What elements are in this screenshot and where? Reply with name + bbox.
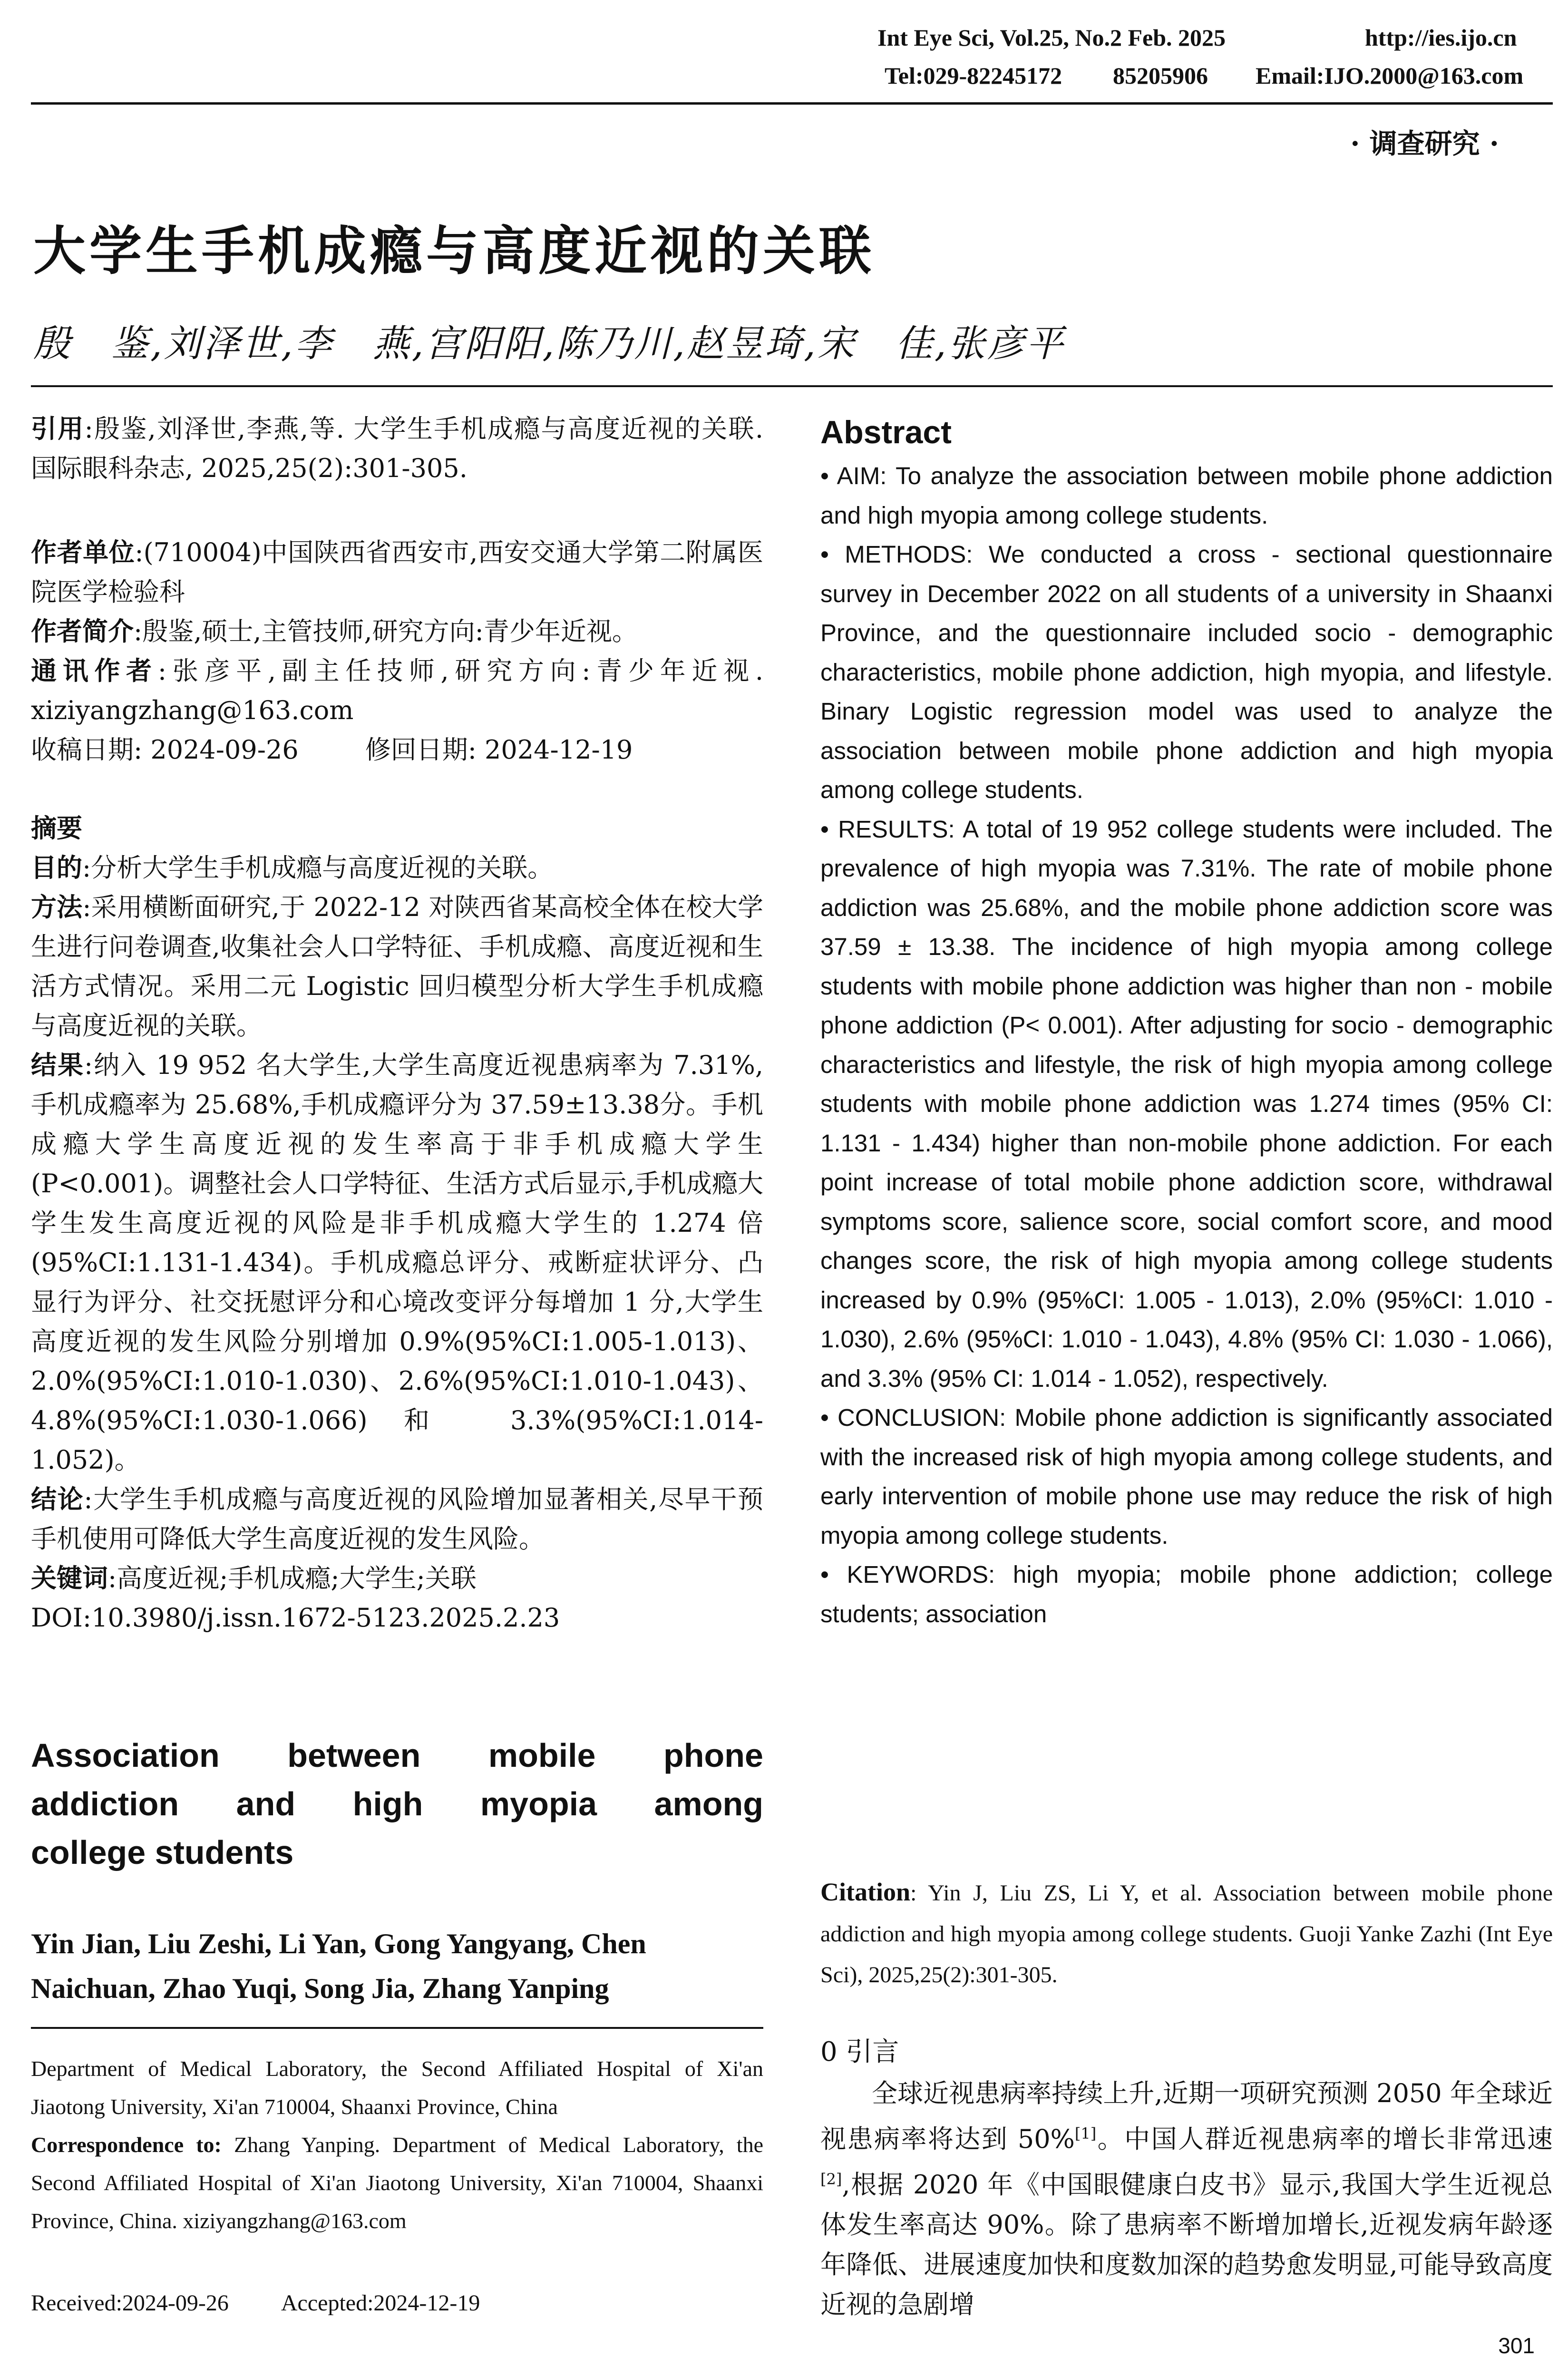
aim-text: :分析大学生手机成瘾与高度近视的关联。 <box>82 853 554 883</box>
section-tag: · 调查研究 · <box>1350 127 1499 160</box>
citation-label: Citation <box>820 1878 910 1906</box>
english-title-line-3: college students <box>31 1834 294 1871</box>
keywords-label: 关键词 <box>31 1563 108 1593</box>
abstract-methods: • METHODS: We conducted a cross - sectional questionnaire survey in December 2022 on all students of a university in Shaanxi Province, and the questionnaire included socio - demographic characteristics, mobile phone addiction, high myopia, and lifestyle. Binary Logistic regression model was used to analyze the association between mobile phone addiction and high myopia among college students. <box>820 541 1553 803</box>
citation-block <box>820 1871 1553 1996</box>
accepted-en: Accepted:2024-12-19 <box>281 2290 480 2316</box>
bio-label: 作者简介 <box>31 616 134 646</box>
english-title <box>31 1731 763 1877</box>
corr-text: :张彦平,副主任技师,研究方向:青少年近视. xiziyangzhang@163.com <box>31 656 763 725</box>
chinese-abstract <box>31 809 763 1637</box>
result-text: :纳入 19 952 名大学生,大学生高度近视患病率为 7.31%,手机成瘾率为 25.68%,手机成瘾评分为 37.59±13.38分。手机成瘾大学生高度近视的发生率高于非手机成瘾大学生(P<0.001)。调整社会人口学特征、生活方式后显示,手机成瘾大学生发生高度近视的风险是非手机成瘾大学生的 1.274 倍(95%CI:1.131-1.434)。手机成瘾总评分、戒断症状评分、凸显行为评分、社交抚慰评分和心境改变评分每增加 1 分,大学生高度近视的发生风险分别增加 0.9%(95%CI:1.005-1.013)、2.0%(95%CI:1.010-1.030)、2.6%(95%CI:1.010-1.043)、4.8%(95%CI:1.030-1.066)和 3.3%(95%CI:1.014-1.052)。 <box>31 1050 764 1475</box>
result-label: 结果 <box>31 1050 84 1080</box>
intro-text-1: 全球近视患病率持续上升,近期一项研究预测 2050 年全球近视患病率将达到 50% <box>820 2078 1553 2154</box>
affiliation-block <box>31 2050 763 2240</box>
english-authors: Yin Jian, Liu Zeshi, Li Yan, Gong Yangyang, Chen Naichuan, Zhao Yuqi, Song Jia, Zhang Yanping <box>31 1928 646 2004</box>
correspondence-text: Zhang Yanping. Department of Medical Laboratory, the Second Affiliated Hospital of Xi'an Jiaotong University, Xi'an 710004, Shaanxi Province, China. xiziyangzhang@163.com <box>31 2133 763 2233</box>
author-info-block <box>31 533 763 770</box>
cite-block <box>31 409 763 488</box>
journal-line: Int Eye Sci, Vol.25, No.2 Feb. 2025 <box>877 24 1226 51</box>
header-rule <box>31 102 1553 105</box>
conclusion-label: 结论 <box>31 1484 84 1514</box>
ref-1[interactable]: [1] <box>1074 2124 1097 2143</box>
revised-date: 修回日期: 2024-12-19 <box>365 735 633 765</box>
intro-heading: 0 引言 <box>820 2036 899 2067</box>
english-title-line-2: addiction and high myopia among <box>31 1785 763 1822</box>
title-rule <box>31 385 1553 387</box>
received-accepted <box>31 2290 480 2316</box>
affiliation-rule <box>31 2027 763 2029</box>
ref-2[interactable]: [2] <box>820 2170 842 2188</box>
english-abstract <box>820 457 1553 1634</box>
method-text: :采用横断面研究,于 2022-12 对陕西省某高校全体在校大学生进行问卷调查,收集社会人口学特征、手机成瘾、高度近视和生活方式情况。采用二元 Logistic 回归模型分析大学生手机成瘾与高度近视的关联。 <box>31 892 764 1041</box>
article-title: 大学生手机成瘾与高度近视的关联 <box>33 221 875 282</box>
journal-url[interactable]: http://ies.ijo.cn <box>1365 24 1517 51</box>
received-en: Received:2024-09-26 <box>31 2290 229 2316</box>
intro-text-2: 。中国人群近视患病率的增长非常迅速 <box>1096 2124 1553 2154</box>
abstract-aim: • AIM: To analyze the association between mobile phone addiction and high myopia among college students. <box>820 462 1553 529</box>
english-title-line-1: Association between mobile phone <box>31 1737 763 1774</box>
abstract-heading: Abstract <box>820 414 952 450</box>
aim-label: 目的 <box>31 853 82 883</box>
intro-text-3: ,根据 2020 年《中国眼健康白皮书》显示,我国大学生近视总体发生率高达 90%。除了患病率不断增加增长,近视发病年龄逐年降低、进展速度加快和度数加深的趋势愈发明显,可能导致高度近视的急剧增 <box>820 2170 1553 2319</box>
citation-text: : Yin J, Liu ZS, Li Y, et al. Association between mobile phone addiction and high myopia among college students. Guoji Yanke Zazhi (Int Eye Sci), 2025,25(2):301-305. <box>820 1880 1553 1987</box>
journal-tel2: 85205906 <box>1113 62 1208 89</box>
unit-text: :(710004)中国陕西省西安市,西安交通大学第二附属医院医学检验科 <box>31 537 764 607</box>
corr-label: 通讯作者 <box>31 656 158 686</box>
abstract-keywords: • KEYWORDS: high myopia; mobile phone addiction; college students; association <box>820 1561 1553 1627</box>
page-number: 301 <box>1498 2333 1535 2358</box>
method-label: 方法 <box>31 892 83 922</box>
journal-email: Email:IJO.2000@163.com <box>1256 62 1524 89</box>
conclusion-text: :大学生手机成瘾与高度近视的风险增加显著相关,尽早干预手机使用可降低大学生高度近视的发生风险。 <box>31 1484 764 1554</box>
received-date: 收稿日期: 2024-09-26 <box>31 735 299 765</box>
abstract-heading-cn: 摘要 <box>31 813 82 843</box>
unit-label: 作者单位 <box>31 537 135 567</box>
bio-text: :殷鉴,硕士,主管技师,研究方向:青少年近视。 <box>134 616 638 646</box>
intro-body <box>820 2074 1553 2325</box>
department: Department of Medical Laboratory, the Second Affiliated Hospital of Xi'an Jiaotong University, Xi'an 710004, Shaanxi Province, China <box>31 2056 763 2119</box>
abstract-results: • RESULTS: A total of 19 952 college students were included. The prevalence of high myopia was 7.31%. The rate of mobile phone addiction was 25.68%, and the mobile phone addiction score was 37.59 ± 13.38. The incidence of high myopia among college students with mobile phone addiction was higher than non - mobile phone addiction (P< 0.001). After adjusting for socio - demographic characteristics and lifestyle, the risk of high myopia among college students with mobile phone addiction was 1.274 times (95% CI: 1.131 - 1.434) higher than non-mobile phone addiction. For each point increase of total mobile phone addiction score, withdrawal symptoms score, salience score, social comfort score, and mood changes score, the risk of high myopia among college students increased by 0.9% (95%CI: 1.005 - 1.013), 2.0% (95%CI: 1.010 - 1.030), 2.6% (95%CI: 1.010 - 1.043), 4.8% (95% CI: 1.030 - 1.066), and 3.3% (95% CI: 1.014 - 1.052), respectively. <box>820 815 1553 1392</box>
keywords-text: :高度近视;手机成瘾;大学生;关联 <box>108 1563 477 1593</box>
journal-tel: Tel:029-82245172 <box>885 62 1062 89</box>
abstract-conclusion: • CONCLUSION: Mobile phone addiction is significantly associated with the increased risk of high myopia among college students, and early intervention of mobile phone use may reduce the risk of high myopia among college students. <box>820 1404 1553 1549</box>
cite-label: 引用 <box>31 414 85 444</box>
cite-text: :殷鉴,刘泽世,李燕,等. 大学生手机成瘾与高度近视的关联. 国际眼科杂志, 2025,25(2):301-305. <box>31 414 764 483</box>
doi[interactable]: DOI:10.3980/j.issn.1672-5123.2025.2.23 <box>31 1603 560 1633</box>
author-list: 殷 鉴,刘泽世,李 燕,宫阳阳,陈乃川,赵昱琦,宋 佳,张彦平 <box>33 322 1065 365</box>
correspondence-label: Correspondence to: <box>31 2133 222 2157</box>
